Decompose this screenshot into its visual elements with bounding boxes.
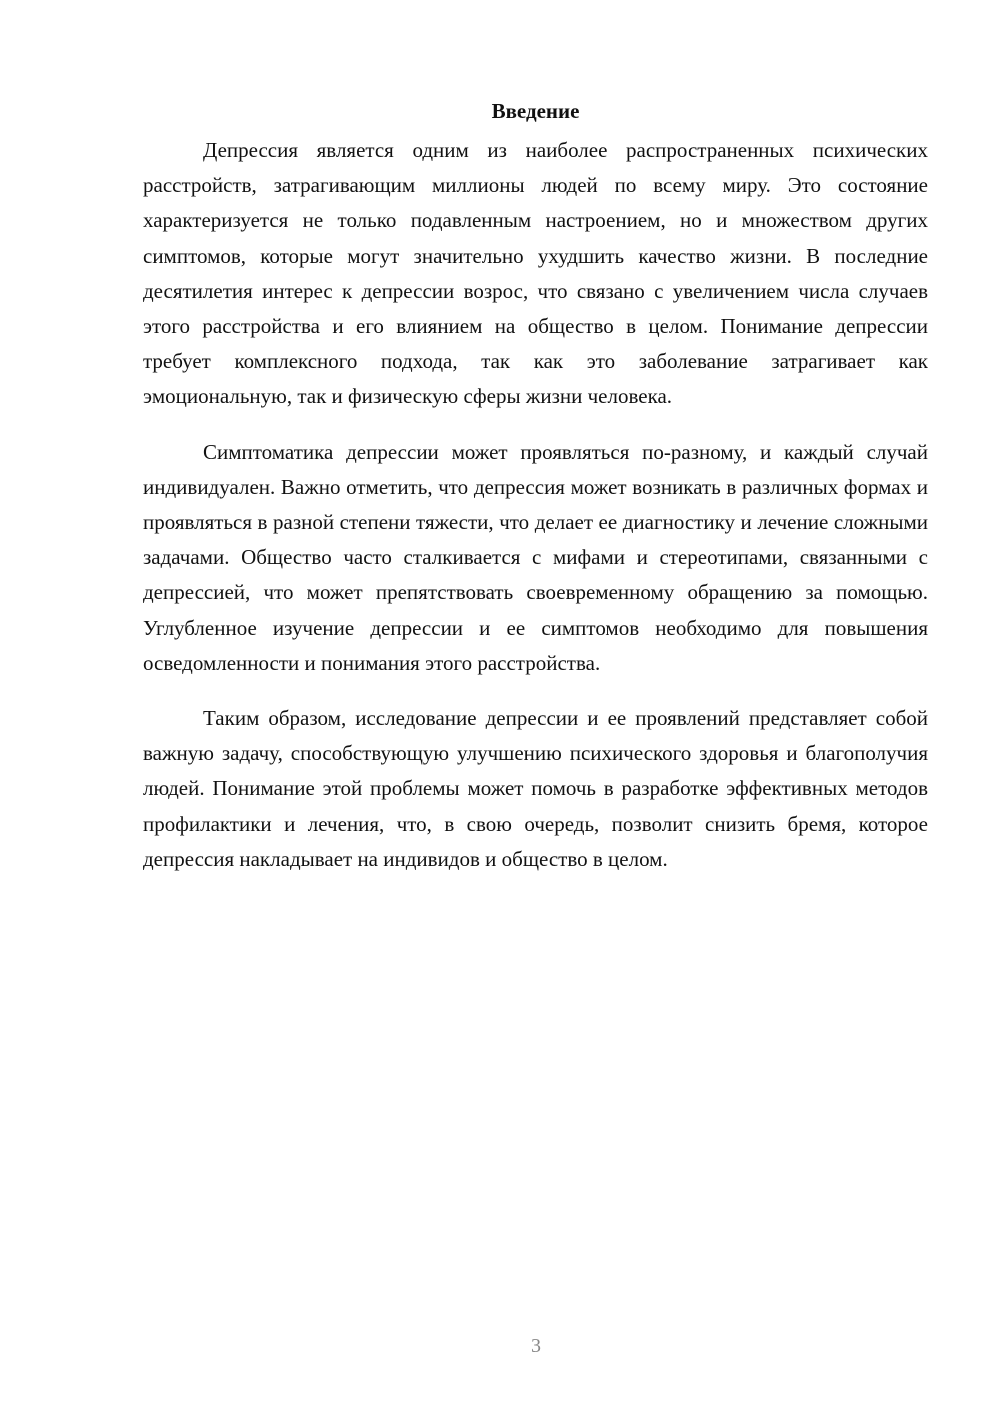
page-body bbox=[143, 96, 928, 877]
paragraph: Симптоматика депрессии может проявляться по-разному, и каждый случай индивидуален. Важно отметить, что депрессия может возникать в различных формах и проявляться в разной степени тяжести, что делает ее диагностику и лечение сложными задачами. Общество часто сталкивается с мифами и стереотипами, связанными с депрессией, что может препятствовать своевременному обращению за помощью. Углубленное изучение депрессии и ее симптомов необходимо для повышения осведомленности и понимания этого расстройства. bbox=[143, 439, 928, 675]
paragraph: Таким образом, исследование депрессии и ее проявлений представляет собой важную задачу, способствующую улучшению психического здоровья и благополучия людей. Понимание этой проблемы может помочь в разработке эффективных методов профилактики и лечения, что, в свою очередь, позволит снизить бремя, которое депрессия накладывает на индивидов и общество в целом. bbox=[143, 706, 928, 871]
page-number: 3 bbox=[531, 1335, 541, 1357]
section-heading: Введение bbox=[491, 99, 580, 123]
paragraph: Депрессия является одним из наиболее распространенных психических расстройств, затрагивающим миллионы людей по всему миру. Это состояние характеризуется не только подавленным настроением, но и множеством других симптомов, которые могут значительно ухудшить качество жизни. В последние десятилетия интерес к депрессии возрос, что связано с увеличением числа случаев этого расстройства и его влиянием на общество в целом. Понимание депрессии требует комплексного подхода, так как это заболевание затрагивает как эмоциональную, так и физическую сферы жизни человека. bbox=[143, 138, 928, 409]
